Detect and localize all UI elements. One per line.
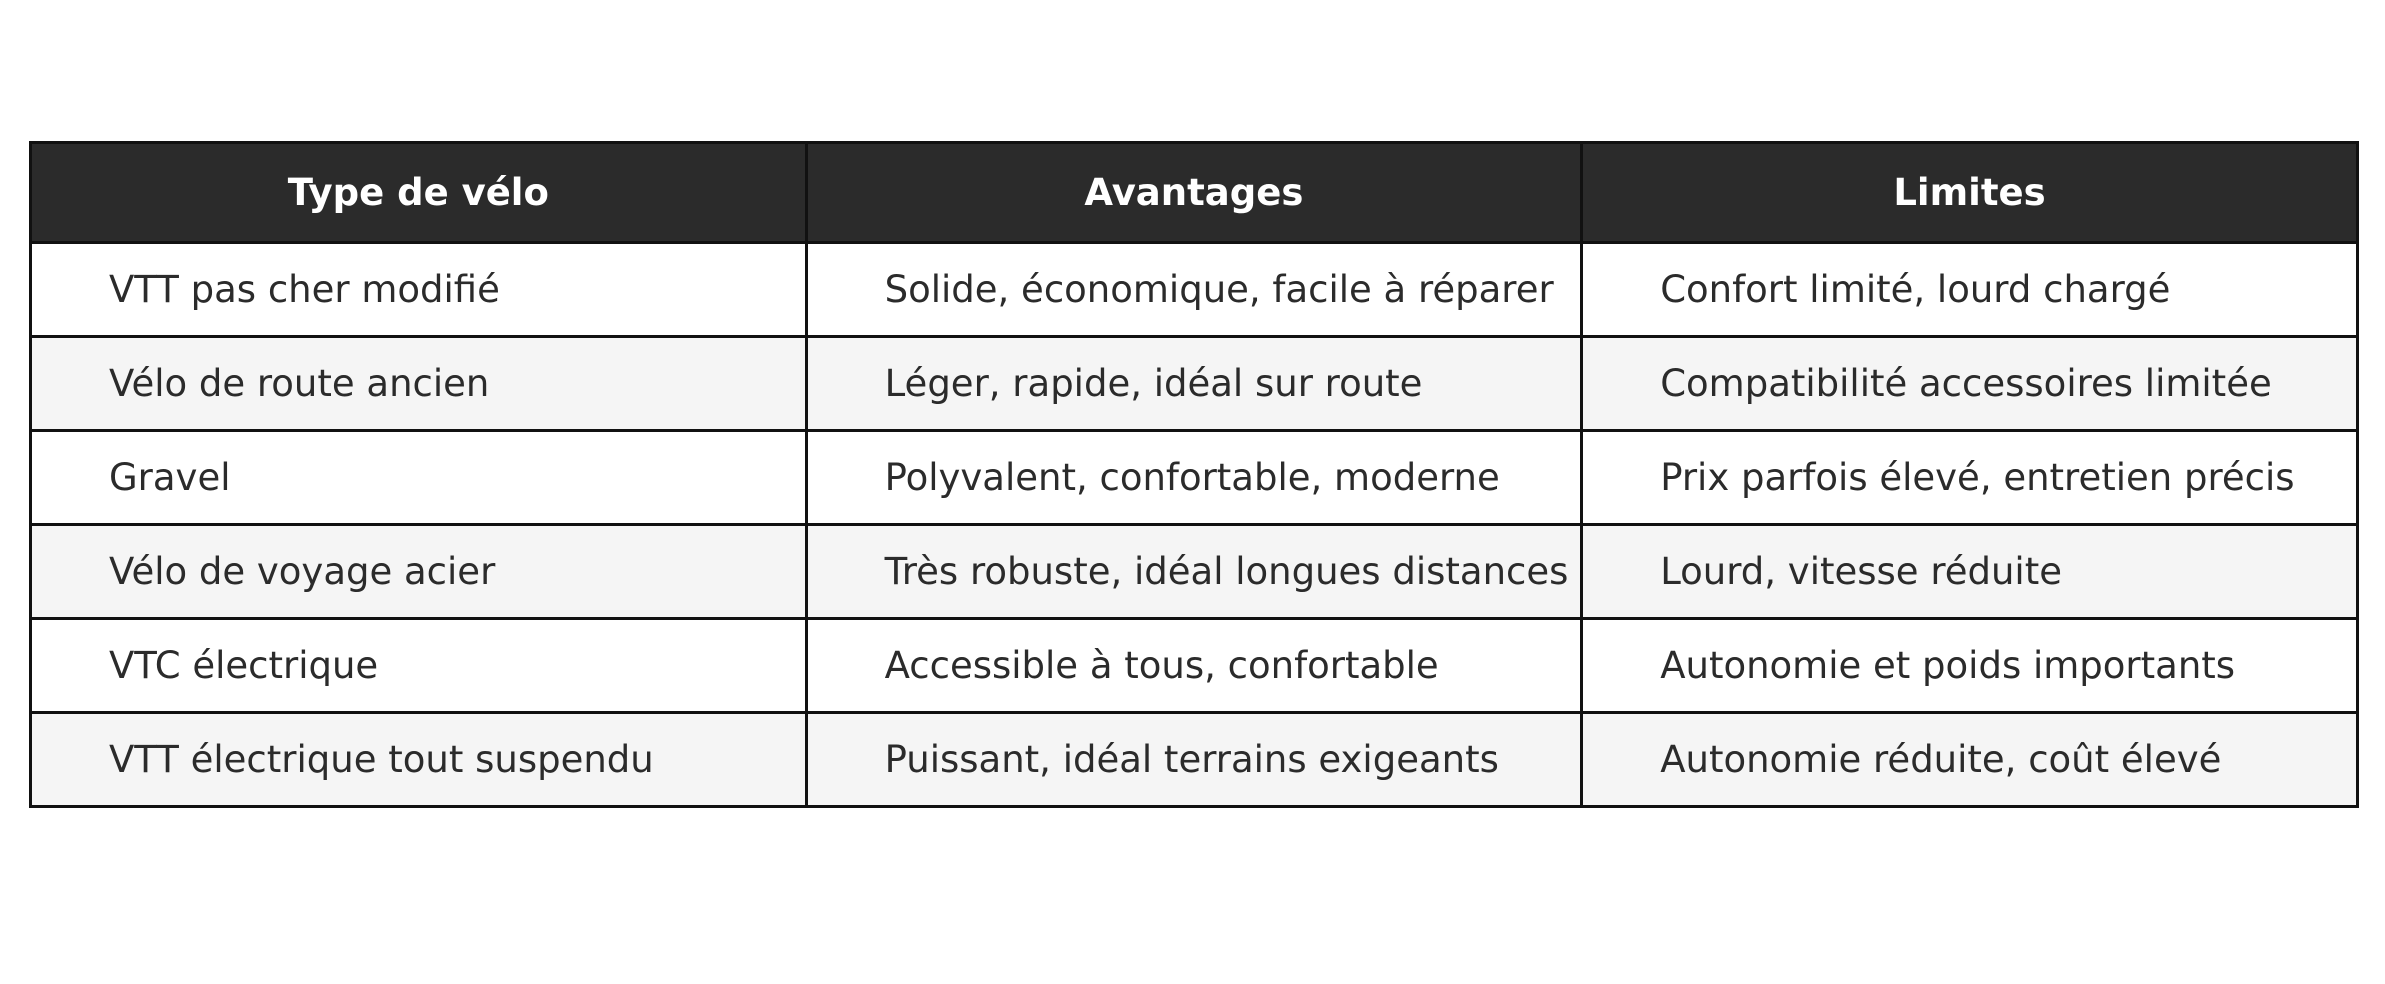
cell-limits: Compatibilité accessoires limitée [1582,337,2358,431]
table-row [31,337,2358,431]
table-row [31,243,2358,337]
header-advantages: Avantages [806,143,1582,243]
header-limits: Limites [1582,143,2358,243]
header-row [31,143,2358,243]
header-type: Type de vélo [31,143,807,243]
table-row [31,713,2358,807]
cell-advantages: Très robuste, idéal longues distances [806,525,1582,619]
cell-type: Vélo de route ancien [31,337,807,431]
cell-advantages: Accessible à tous, confortable [806,619,1582,713]
cell-type: Gravel [31,431,807,525]
table-body [31,243,2358,807]
cell-type: VTT électrique tout suspendu [31,713,807,807]
table-row [31,525,2358,619]
cell-limits: Prix parfois élevé, entretien précis [1582,431,2358,525]
cell-advantages: Solide, économique, facile à réparer [806,243,1582,337]
cell-limits: Confort limité, lourd chargé [1582,243,2358,337]
cell-limits: Autonomie réduite, coût élevé [1582,713,2358,807]
table-row [31,619,2358,713]
cell-advantages: Puissant, idéal terrains exigeants [806,713,1582,807]
cell-advantages: Polyvalent, confortable, moderne [806,431,1582,525]
cell-type: VTT pas cher modifié [31,243,807,337]
bike-comparison-table-container [29,141,2356,808]
cell-limits: Lourd, vitesse réduite [1582,525,2358,619]
cell-limits: Autonomie et poids importants [1582,619,2358,713]
table-header [31,143,2358,243]
cell-type: Vélo de voyage acier [31,525,807,619]
cell-type: VTC électrique [31,619,807,713]
bike-comparison-table [29,141,2359,808]
table-row [31,431,2358,525]
cell-advantages: Léger, rapide, idéal sur route [806,337,1582,431]
